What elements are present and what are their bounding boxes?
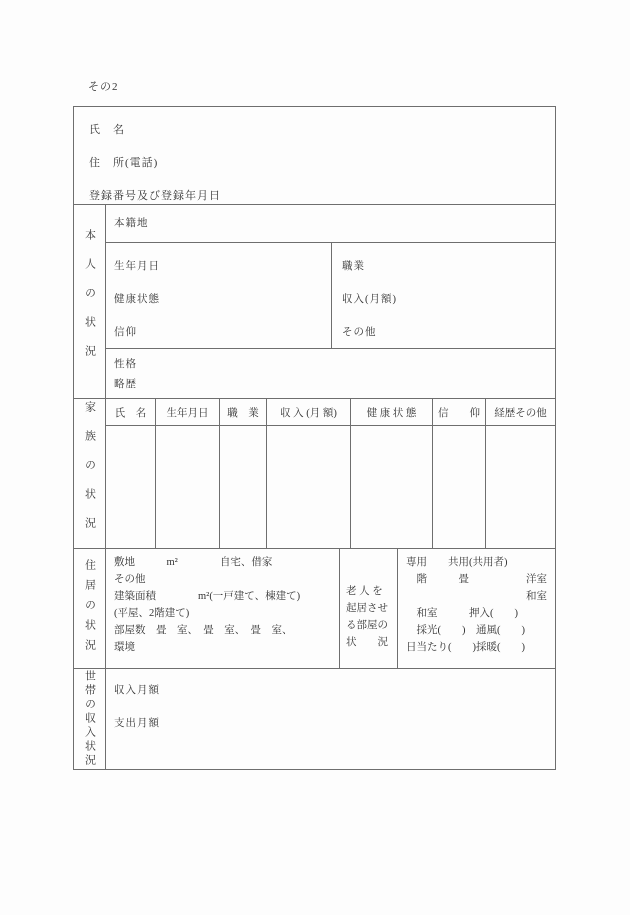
housing-site-line: 敷地 m² 自宅、借家 (114, 557, 273, 568)
family-status-label: 家族の状況 (83, 401, 96, 546)
household-income-content (106, 669, 555, 769)
family-col-name: 氏 名 (114, 407, 147, 419)
room-closet-line: 和室 押入( ) (406, 608, 518, 619)
domicile-field-label: 本籍地 (114, 218, 149, 229)
housing-status-vertical-label-cell (74, 549, 106, 668)
family-table-empty-row (106, 426, 555, 548)
housing-status-content (106, 549, 555, 668)
monthly-income-field-label: 収入月額 (114, 685, 160, 696)
family-empty-cell-income (266, 426, 350, 548)
housing-details-cell (106, 549, 340, 668)
housing-status-label: 住居の状況 (83, 558, 96, 659)
housing-floor-area-line: 建築面積 m²(一戸建て、棟建て) (114, 591, 301, 602)
family-empty-cell-health (350, 426, 432, 548)
family-col-career-other: 経歴その他 (485, 399, 555, 425)
personal-status-section (74, 204, 555, 398)
personal-status-vertical-label-cell (74, 205, 106, 398)
housing-environment-line: 環境 (114, 642, 135, 653)
elder-room-line-3: る部屋の (346, 620, 388, 631)
room-japanese-label: 和室 (526, 591, 547, 602)
personal-status-label: 本人の状況 (83, 229, 96, 374)
occupation-field-label: 職業 (342, 261, 365, 272)
elder-room-status-cell (340, 549, 398, 668)
family-empty-cell-religion (432, 426, 485, 548)
address-field-label: 住 所(電話) (89, 157, 159, 169)
room-light-vent-line: 採光( ) 通風( ) (406, 625, 525, 636)
identity-section (74, 107, 555, 204)
housing-status-section (74, 548, 555, 668)
room-floor-tatami-line (406, 571, 547, 588)
housing-rooms-line: 部屋数 畳 室、 畳 室、 畳 室、 (114, 625, 293, 636)
room-floor-tatami-left: 階 畳 (406, 574, 469, 585)
registration-form-table (73, 106, 556, 770)
elder-room-line-2: 起居させ (346, 603, 388, 614)
page-number-label: その2 (88, 81, 119, 93)
housing-storeys-line: (平屋、2階建て) (114, 608, 190, 619)
personality-history-cell (106, 348, 555, 398)
health-field-label: 健康状態 (114, 294, 160, 305)
family-empty-cell-name (106, 426, 155, 548)
household-income-vertical-label-cell (74, 669, 106, 769)
elder-room-line-1: 老 人 を (346, 586, 383, 597)
room-western-label: 洋室 (526, 574, 547, 585)
elder-room-line-4: 状 況 (346, 637, 388, 648)
family-status-vertical-label-cell (74, 399, 106, 548)
income-field-label: 収入(月額) (342, 294, 397, 305)
family-col-income: 収 入 (月 額) (266, 399, 350, 425)
personal-detail-row (106, 242, 555, 348)
room-sun-heat-line: 日当たり( )採暖( ) (406, 642, 525, 653)
family-col-occupation: 職 業 (219, 399, 266, 425)
history-field-label: 略歴 (114, 379, 137, 390)
room-use-line: 専用 共用(共用者) (406, 557, 508, 568)
family-col-birthdate: 生年月日 (155, 399, 219, 425)
household-income-label: 世帯の収入状況 (83, 670, 96, 768)
family-col-religion: 信 仰 (432, 399, 485, 425)
housing-other-line: その他 (114, 574, 146, 585)
family-status-section (74, 398, 555, 548)
other-field-label: その他 (342, 327, 377, 338)
personality-field-label: 性格 (114, 359, 137, 370)
household-income-section (74, 668, 555, 769)
family-empty-cell-career-other (485, 426, 555, 548)
family-status-content (106, 399, 555, 548)
room-spec-cell (398, 549, 555, 668)
name-field-label: 氏 名 (89, 124, 125, 136)
registration-number-field-label: 登録番号及び登録年月日 (89, 190, 221, 202)
family-table-header-row (106, 399, 555, 426)
monthly-expense-field-label: 支出月額 (114, 718, 160, 729)
personal-detail-right-cell (332, 243, 555, 348)
personal-detail-left-cell (106, 243, 332, 348)
religion-field-label: 信仰 (114, 327, 137, 338)
personal-status-content (106, 205, 555, 398)
family-empty-cell-birthdate (155, 426, 219, 548)
birthdate-field-label: 生年月日 (114, 261, 160, 272)
family-empty-cell-occupation (219, 426, 266, 548)
family-col-health: 健 康 状 態 (350, 399, 432, 425)
